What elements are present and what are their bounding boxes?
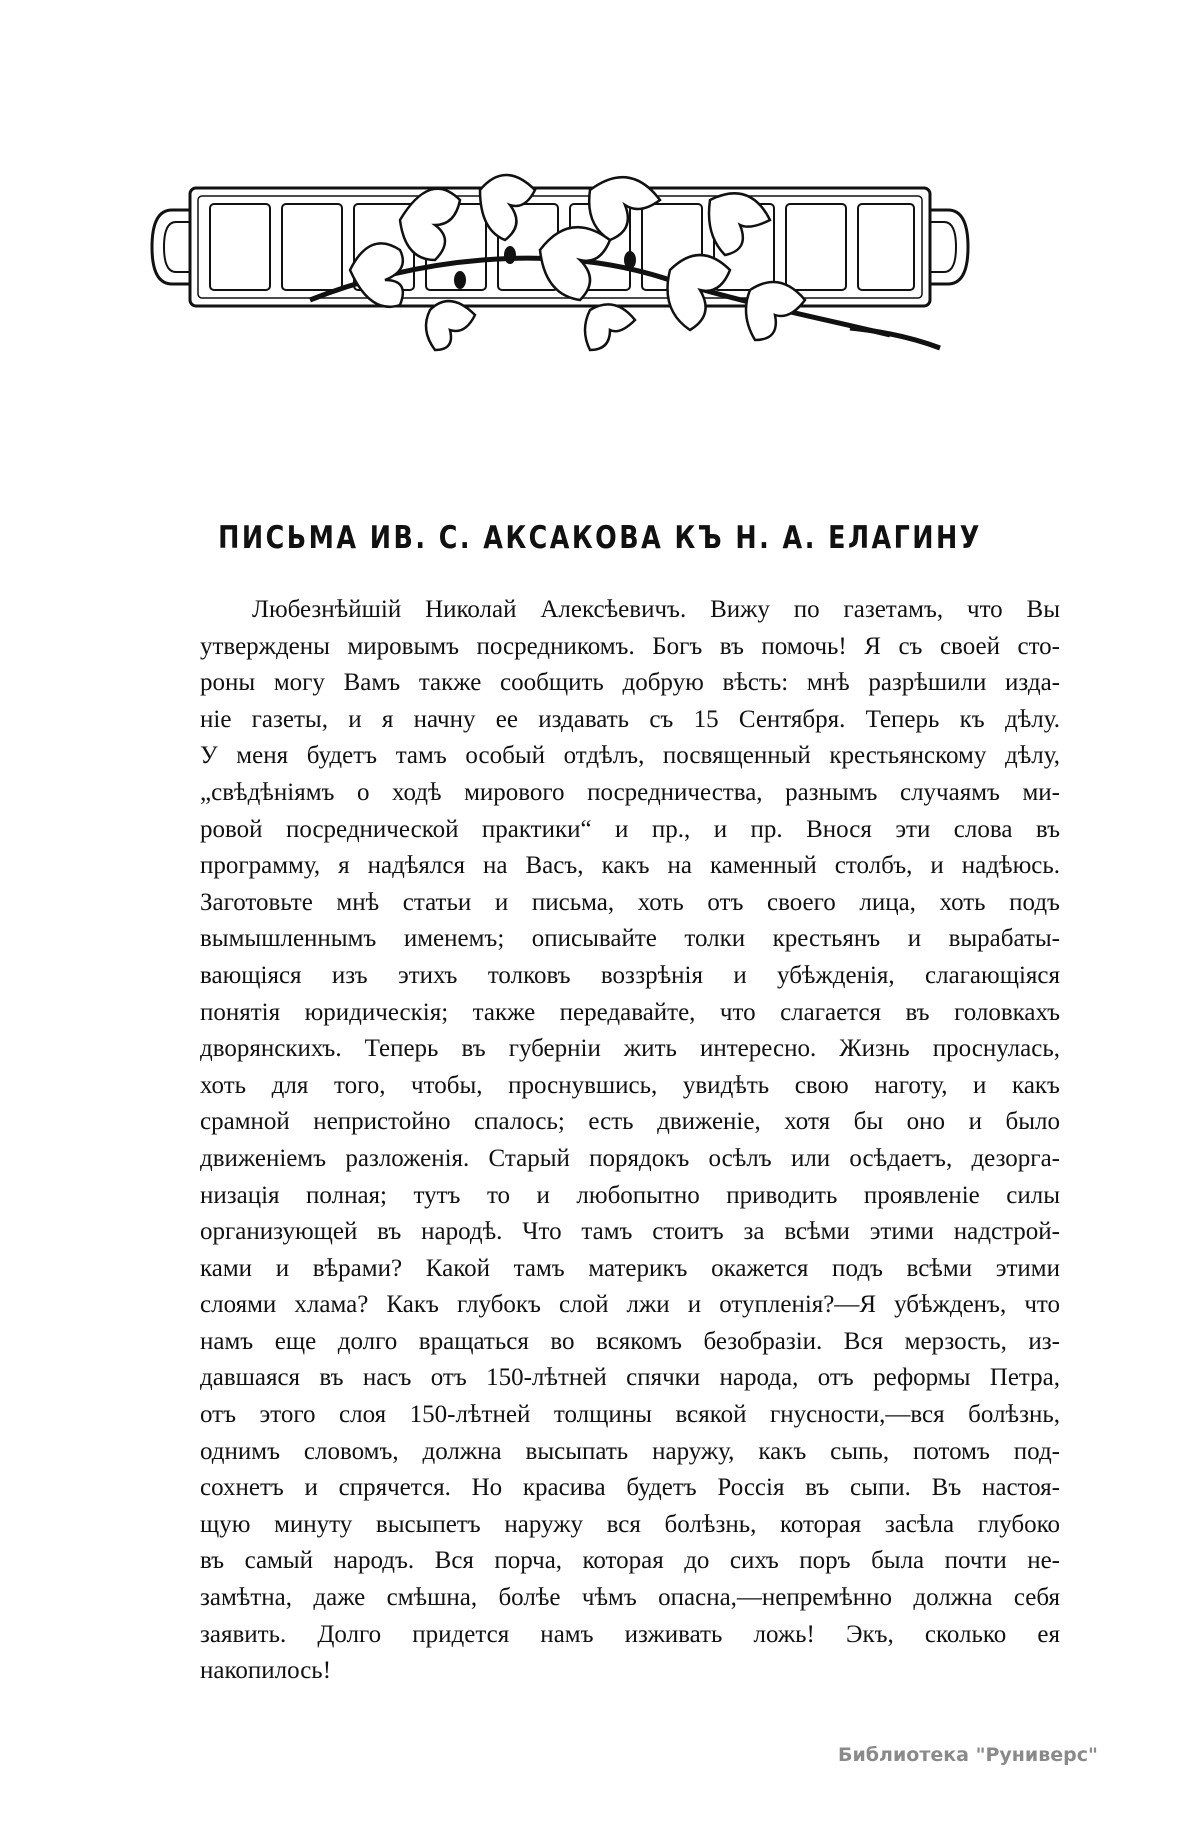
- text-line: однимъ словомъ, должна высыпать наружу, какъ сыпь, потомъ под-: [200, 1437, 1060, 1465]
- text-line: слоями хлама? Какъ глубокъ слой лжи и отупленія?—Я убѣжденъ, что: [200, 1291, 1060, 1319]
- text-line: заявить. Долго придется намъ изживать ложь! Экъ, сколько ея: [200, 1620, 1060, 1648]
- text-line: низація полная; тутъ то и любопытно приводить проявленіе силы: [200, 1181, 1060, 1209]
- oak-leaves: [310, 175, 890, 350]
- text-line: замѣтна, даже смѣшна, болѣе чѣмъ опасна,—непремѣнно должна себя: [200, 1584, 1060, 1612]
- text-line: срамной непристойно спалось; есть движеніе, хотя бы оно и было: [200, 1108, 1060, 1136]
- page-title: ПИСЬМА ИВ. С. АКСАКОВА КЪ Н. А. ЕЛАГИНУ: [218, 520, 982, 556]
- text-line: хоть для того, чтобы, проснувшись, увидѣть свою наготу, и какъ: [200, 1071, 1060, 1099]
- text-line: давшаяся въ насъ отъ 150-лѣтней спячки народа, отъ реформы Петра,: [200, 1364, 1060, 1392]
- text-line: щую минуту высыпетъ наружу вся болѣзнь, которая засѣла глубоко: [200, 1510, 1060, 1538]
- text-line: организующей въ народѣ. Что тамъ стоитъ за всѣми этими надстрой-: [200, 1218, 1060, 1246]
- text-line: ками и вѣрами? Какой тамъ материкъ окажется подъ всѣми этими: [200, 1254, 1060, 1282]
- text-line: накопилось!: [200, 1657, 332, 1685]
- text-line: утверждены мировымъ посредникомъ. Богъ въ помочь! Я съ своей сто-: [200, 632, 1060, 660]
- text-line: сохнетъ и спрячется. Но красива будетъ Россія въ сыпи. Въ настоя-: [200, 1474, 1060, 1502]
- text-line: ніе газеты, и я начну ее издавать съ 15 Сентября. Теперь къ дѣлу.: [200, 705, 1060, 733]
- text-line: отъ этого слоя 150-лѣтней толщины всякой гнусности,—вся болѣзнь,: [200, 1401, 1060, 1429]
- text-line: Любезнѣйшій Николай Алексѣевичъ. Вижу по газетамъ, что Вы: [252, 596, 1060, 623]
- text-line: намъ еще долго вращаться во всякомъ безобразіи. Вся мерзость, из-: [200, 1327, 1060, 1355]
- text-line: движеніемъ разложенія. Старый порядокъ осѣлъ или осѣдаетъ, дезорга-: [200, 1144, 1060, 1172]
- letter-body: [200, 592, 1060, 1690]
- text-line: программу, я надѣялся на Васъ, какъ на каменный столбъ, и надѣюсь.: [200, 852, 1060, 880]
- text-line: понятія юридическія; также передавайте, что слагается въ головкахъ: [200, 998, 1060, 1026]
- library-watermark: Библиотека "Руниверс": [838, 1744, 1098, 1766]
- oak-branch-ornament: [150, 160, 1040, 370]
- text-line: вымышленнымъ именемъ; описывайте толки крестьянъ и вырабаты-: [200, 925, 1060, 953]
- text-line: У меня будетъ тамъ особый отдѣлъ, посвященный крестьянскому дѣлу,: [200, 742, 1060, 770]
- text-line: Заготовьте мнѣ статьи и письма, хоть отъ своего лица, хоть подъ: [200, 888, 1060, 916]
- text-line: въ самый народъ. Вся порча, которая до сихъ поръ была почти не-: [200, 1547, 1060, 1575]
- text-line: дворянскихъ. Теперь въ губерніи жить интересно. Жизнь проснулась,: [200, 1035, 1060, 1063]
- text-line: вающіяся изъ этихъ толковъ воззрѣнія и убѣжденія, слагающіяся: [200, 961, 1060, 989]
- text-line: ровой посреднической практики“ и пр., и пр. Внося эти слова въ: [200, 815, 1060, 843]
- text-line: роны могу Вамъ также сообщить добрую вѣсть: мнѣ разрѣшили изда-: [200, 669, 1060, 697]
- text-line: „свѣдѣніямъ о ходѣ мирового посредничества, разнымъ случаямъ ми-: [200, 778, 1060, 806]
